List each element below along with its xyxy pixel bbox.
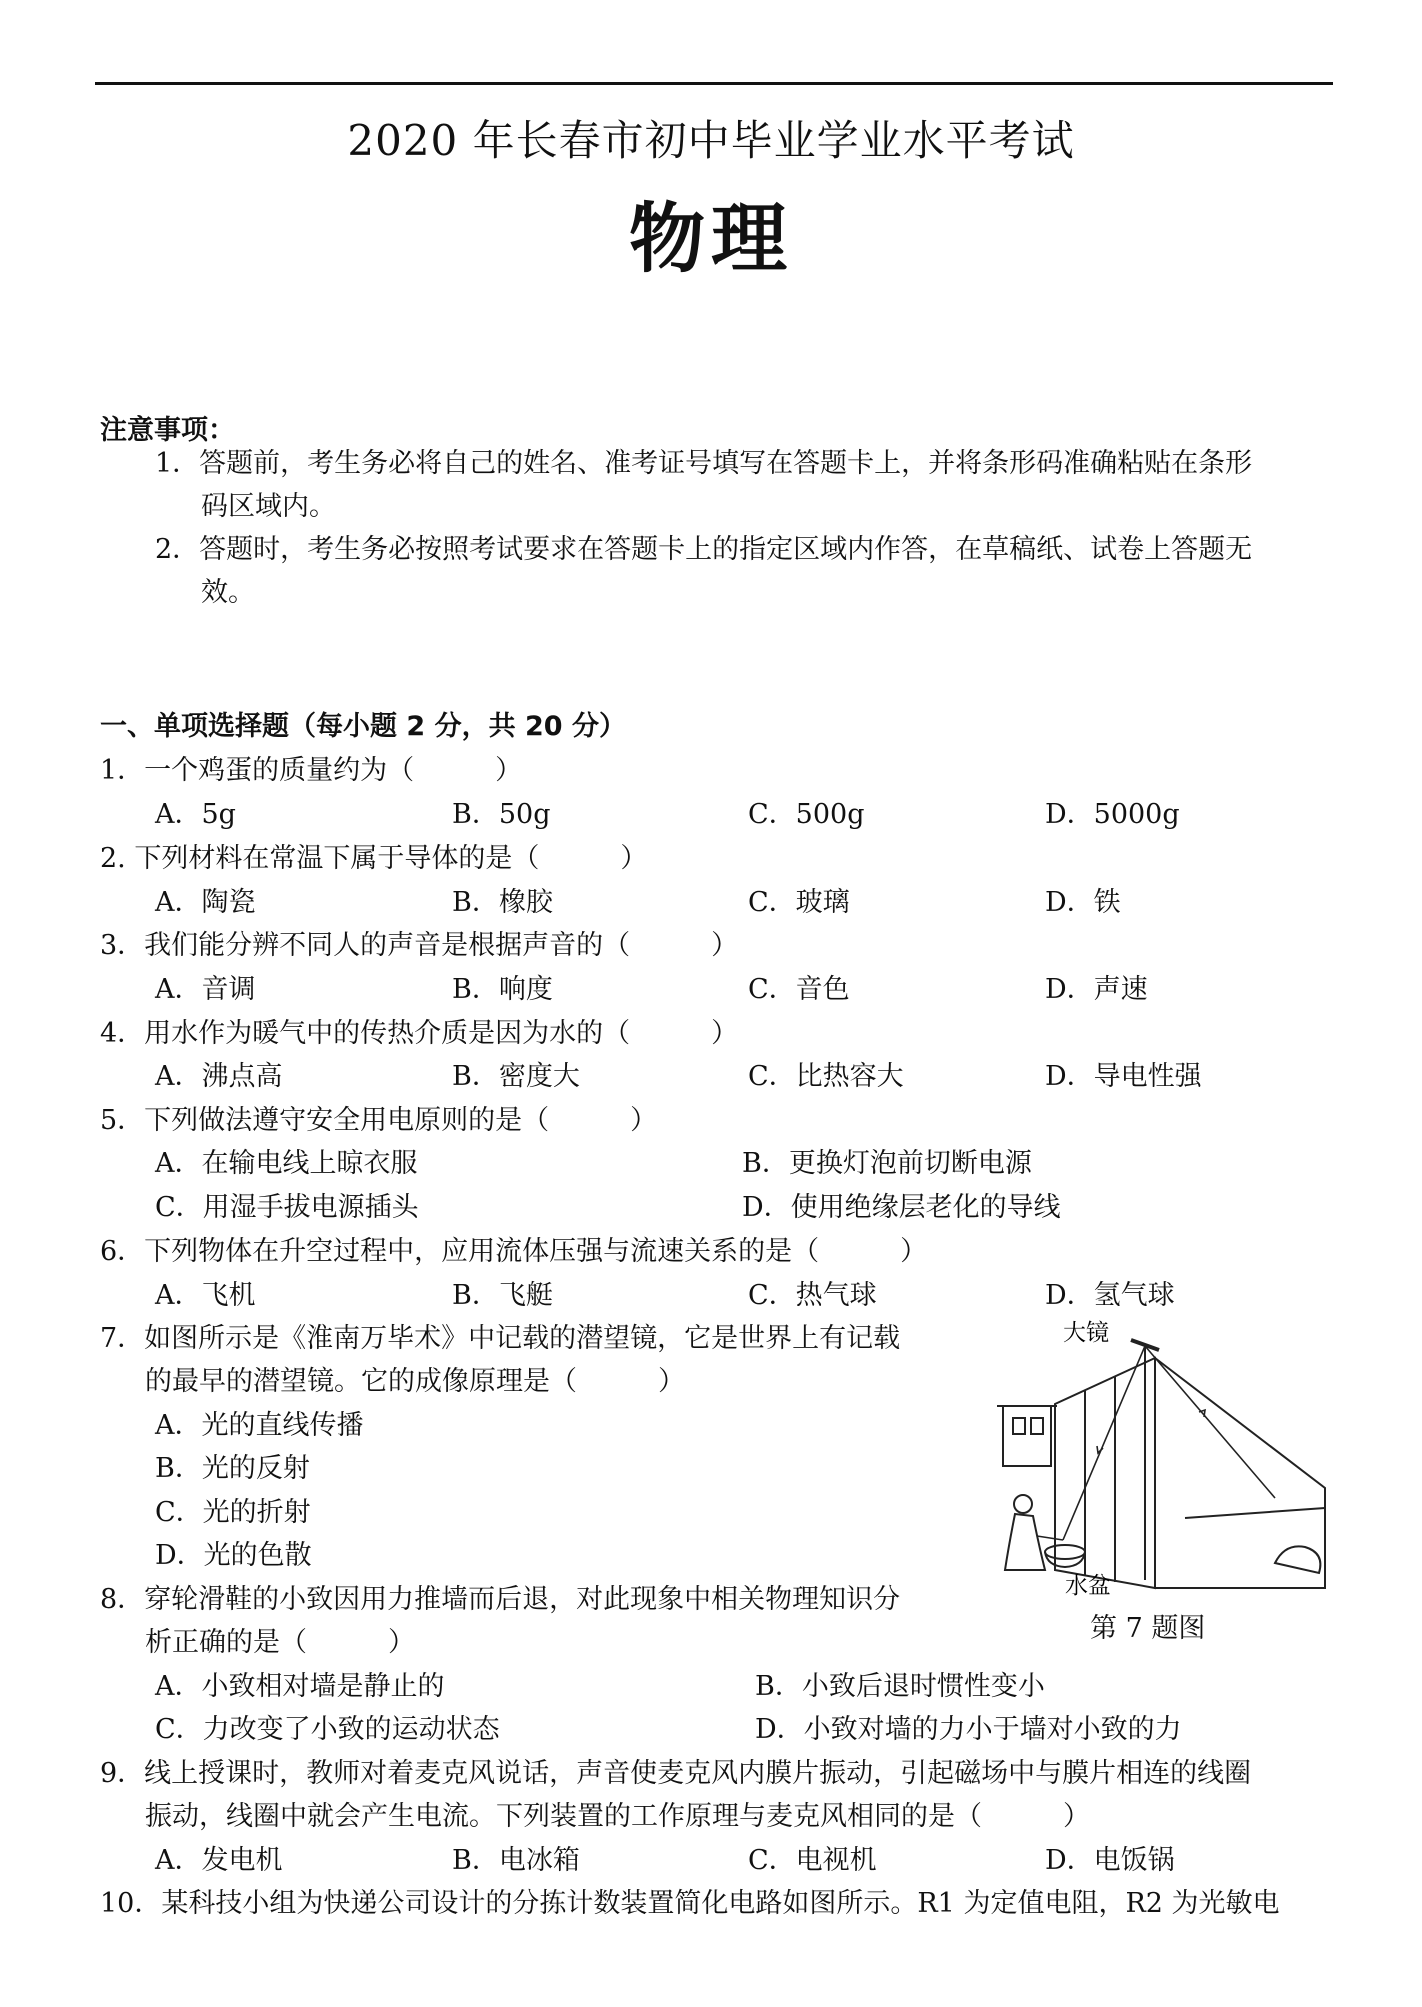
question-stem: 7．如图所示是《淮南万毕术》中记载的潜望镜，它是世界上有记载 bbox=[100, 1323, 901, 1354]
option: A．音调 bbox=[155, 974, 256, 1005]
option: B．密度大 bbox=[452, 1061, 580, 1092]
question-stem-cont: 的最早的潜望镜。它的成像原理是（ ） bbox=[145, 1366, 685, 1397]
option: A．在输电线上晾衣服 bbox=[155, 1148, 418, 1179]
option: A．小致相对墙是静止的 bbox=[155, 1671, 445, 1702]
option: B．小致后退时惯性变小 bbox=[755, 1671, 1045, 1702]
figure-label-basin: 水盆 bbox=[1065, 1573, 1111, 1599]
question-stem: 4．用水作为暖气中的传热介质是因为水的（ ） bbox=[100, 1018, 739, 1049]
option: A．飞机 bbox=[155, 1280, 256, 1311]
option: A．陶瓷 bbox=[155, 887, 256, 918]
option: D．小致对墙的力小于墙对小致的力 bbox=[755, 1714, 1182, 1745]
option: B．飞艇 bbox=[452, 1280, 553, 1311]
option: A．5g bbox=[155, 799, 236, 830]
option: A．光的直线传播 bbox=[155, 1410, 364, 1441]
option: D．铁 bbox=[1045, 887, 1121, 918]
figure-label-mirror: 大镜 bbox=[1063, 1320, 1109, 1346]
basin-shape bbox=[1045, 1545, 1085, 1559]
option: C．玻璃 bbox=[748, 887, 850, 918]
notice-item: 1．答题前，考生务必将自己的姓名、准考证号填写在答题卡上，并将条形码准确粘贴在条形 码区域内。 bbox=[155, 448, 1253, 522]
top-rule bbox=[95, 82, 1333, 85]
option: D．电饭锅 bbox=[1045, 1845, 1175, 1876]
option: C．500g bbox=[748, 799, 865, 830]
question-stem: 10．某科技小组为快递公司设计的分拣计数装置简化电路如图所示。R1 为定值电阻，R2 为光敏电 bbox=[100, 1888, 1280, 1919]
question-stem: 8．穿轮滑鞋的小致因用力推墙而后退，对此现象中相关物理知识分 bbox=[100, 1584, 901, 1615]
option: D．使用绝缘层老化的导线 bbox=[742, 1192, 1061, 1223]
question-stem: 2. 下列材料在常温下属于导体的是（ ） bbox=[100, 843, 648, 874]
question-stem: 9．线上授课时，教师对着麦克风说话，声音使麦克风内膜片振动，引起磁场中与膜片相连的线圈 bbox=[100, 1758, 1252, 1789]
tower-shape bbox=[1003, 1406, 1051, 1466]
exam-title: 2020 年长春市初中毕业学业水平考试 bbox=[347, 116, 1075, 165]
question-stem: 1．一个鸡蛋的质量约为（ ） bbox=[100, 755, 523, 786]
question-stem: 3．我们能分辨不同人的声音是根据声音的（ ） bbox=[100, 930, 739, 961]
question-stem: 6．下列物体在升空过程中，应用流体压强与流速关系的是（ ） bbox=[100, 1236, 928, 1267]
question-stem: 5．下列做法遵守安全用电原则的是（ ） bbox=[100, 1105, 658, 1136]
notice-item: 2．答题时，考生务必按照考试要求在答题卡上的指定区域内作答，在草稿纸、试卷上答题无 效。 bbox=[155, 534, 1253, 608]
option: B．50g bbox=[452, 799, 551, 830]
option: D．5000g bbox=[1045, 799, 1180, 830]
option: C．光的折射 bbox=[155, 1497, 311, 1528]
option: D．导电性强 bbox=[1045, 1061, 1202, 1092]
person-body bbox=[1005, 1514, 1045, 1570]
notice-heading: 注意事项： bbox=[100, 415, 235, 446]
figure-caption: 第 7 题图 bbox=[1090, 1613, 1206, 1644]
option: B．更换灯泡前切断电源 bbox=[742, 1148, 1032, 1179]
option: A．沸点高 bbox=[155, 1061, 283, 1092]
option: D．光的色散 bbox=[155, 1540, 312, 1571]
wall-shape bbox=[1055, 1358, 1155, 1588]
option: C．电视机 bbox=[748, 1845, 877, 1876]
tower-window bbox=[1013, 1418, 1025, 1434]
question-stem-cont: 析正确的是（ ） bbox=[145, 1627, 415, 1658]
option: C．比热容大 bbox=[748, 1061, 904, 1092]
subject-title: 物理 bbox=[629, 194, 793, 283]
option: D．氢气球 bbox=[1045, 1280, 1175, 1311]
option: C．热气球 bbox=[748, 1280, 877, 1311]
option: B．电冰箱 bbox=[452, 1845, 580, 1876]
option: B．光的反射 bbox=[155, 1453, 310, 1484]
option: C．用湿手拔电源插头 bbox=[155, 1192, 419, 1223]
question-stem-cont: 振动，线圈中就会产生电流。下列装置的工作原理与麦克风相同的是（ ） bbox=[145, 1801, 1090, 1832]
person-head bbox=[1014, 1495, 1032, 1513]
option: A．发电机 bbox=[155, 1845, 283, 1876]
option: C．力改变了小致的运动状态 bbox=[155, 1714, 500, 1745]
option: D．声速 bbox=[1045, 974, 1148, 1005]
option: C．音色 bbox=[748, 974, 850, 1005]
section-heading: 一、单项选择题（每小题 2 分，共 20 分） bbox=[100, 711, 626, 742]
tower-window bbox=[1031, 1418, 1043, 1434]
periscope-figure bbox=[985, 1318, 1330, 1600]
option: B．橡胶 bbox=[452, 887, 553, 918]
option: B．响度 bbox=[452, 974, 553, 1005]
